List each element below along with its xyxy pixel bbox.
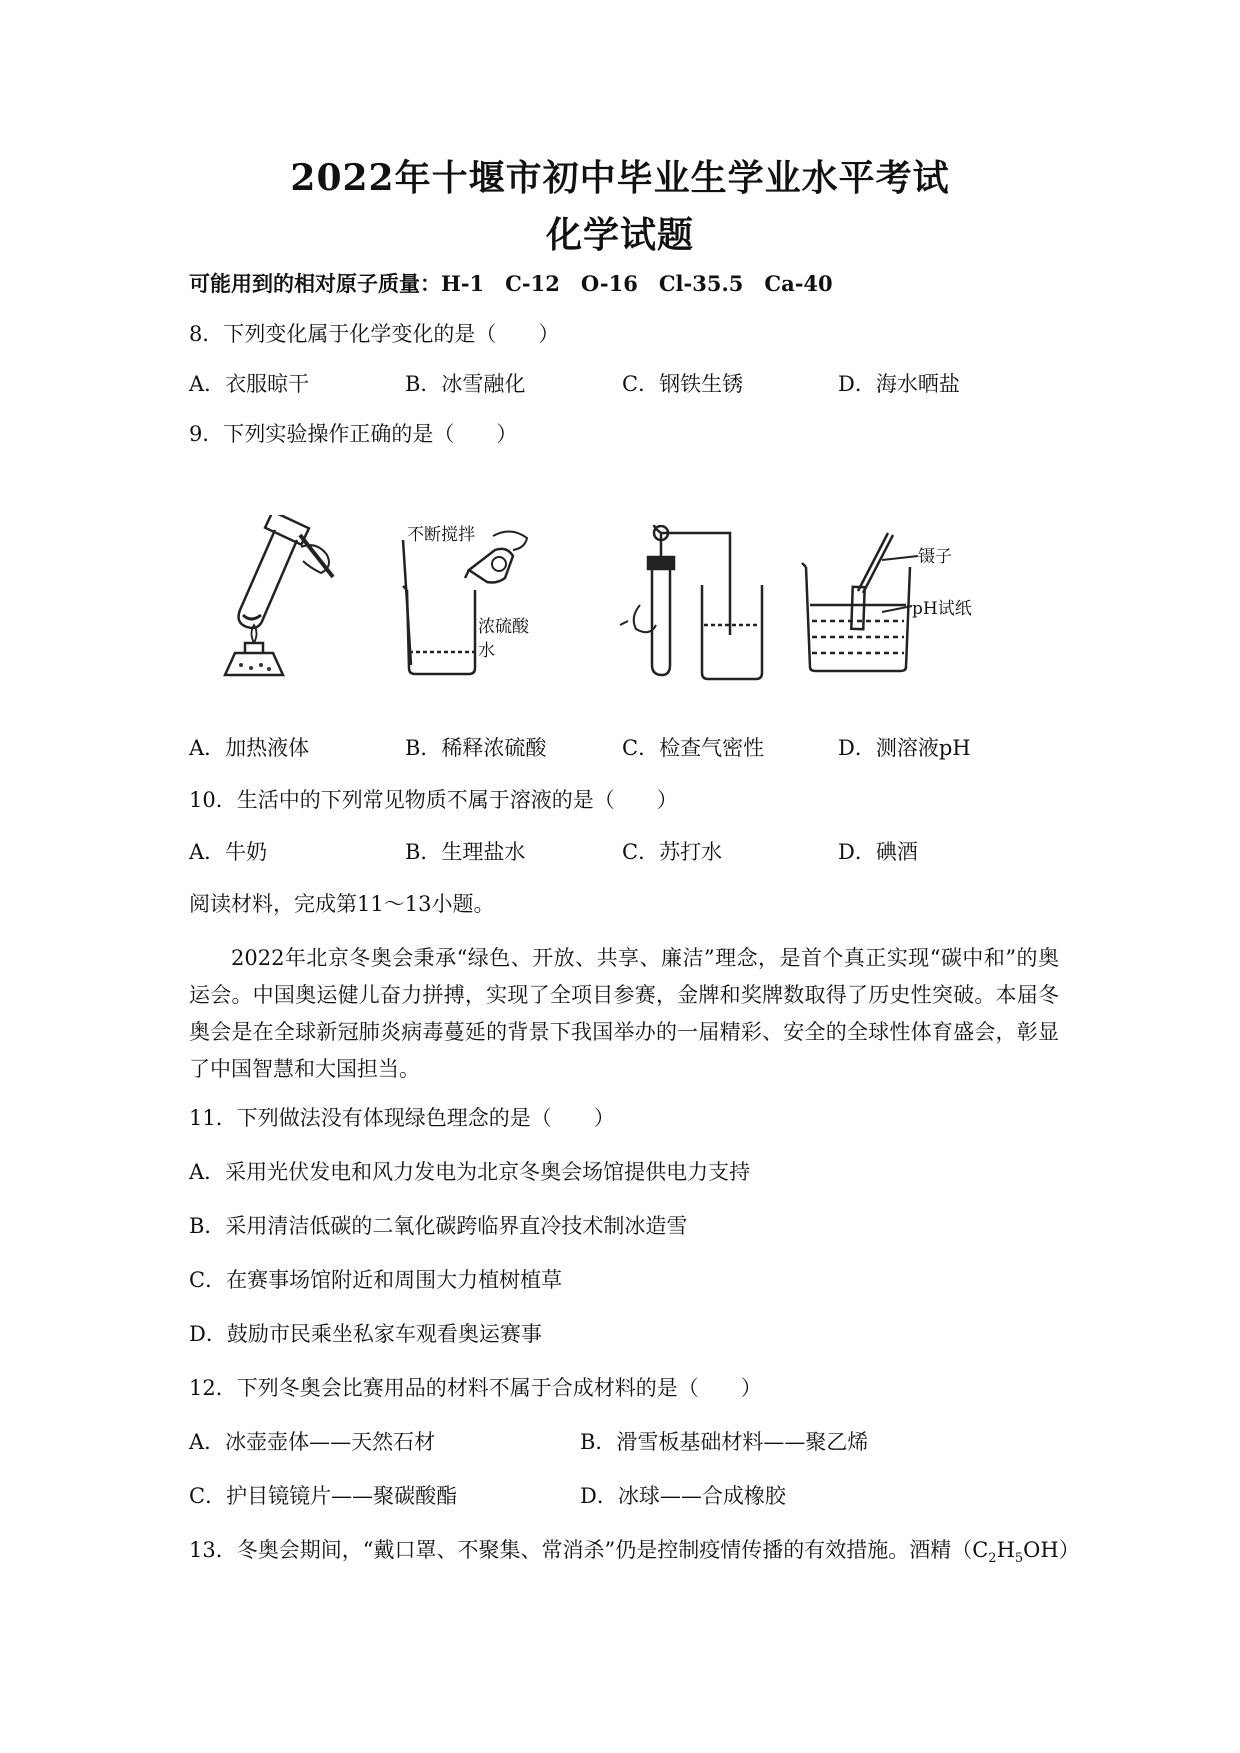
figure-label-water: 水	[478, 641, 495, 661]
formula-oh: OH	[1023, 1538, 1059, 1562]
question-12-option-a: A．冰壶壶体——天然石材	[189, 1430, 436, 1454]
question-9-stem: 9．下列实验操作正确的是（ ）	[189, 422, 518, 446]
reading-intro: 阅读材料，完成第11～13小题。	[189, 892, 495, 916]
reading-passage: 2022年北京冬奥会秉承“绿色、开放、共享、廉洁”理念，是首个真正实现“碳中和”的奥运会。中国奥运健儿奋力拼搏，实现了全项目参赛，金牌和奖牌数取得了历史性突破。本届冬奥会是在全球新冠肺炎病毒蔓延的背景下我国举办的一届精彩、安全的全球性体育盛会，彰显了中国智慧和大国担当。	[189, 946, 1059, 1081]
question-8-stem: 8．下列变化属于化学变化的是（ ）	[189, 322, 560, 346]
question-12-option-d: D．冰球——合成橡胶	[580, 1484, 786, 1508]
question-11-option-a: A．采用光伏发电和风力发电为北京冬奥会场馆提供电力支持	[189, 1160, 751, 1184]
question-9-option-a: A．加热液体	[189, 736, 310, 760]
question-12-option-b: B．滑雪板基础材料——聚乙烯	[580, 1430, 869, 1454]
question-9-option-d: D．测溶液pH	[838, 736, 971, 760]
question-13-stem-suffix: ）	[1058, 1538, 1080, 1562]
ethanol-formula	[972, 1538, 1059, 1567]
question-11-option-b: B．采用清洁低碳的二氧化碳跨临界直冷技术制冰造雪	[189, 1214, 688, 1238]
formula-h-subscript: 5	[1014, 1551, 1024, 1567]
question-11-stem: 11．下列做法没有体现绿色理念的是（ ）	[189, 1106, 615, 1130]
question-8-option-c: C．钢铁生锈	[622, 372, 744, 396]
atomic-masses-line: 可能用到的相对原子质量：H-1 C-12 O-16 Cl-35.5 Ca-40	[189, 271, 833, 296]
figure-heating-liquid	[205, 515, 345, 680]
question-11-option-d: D．鼓励市民乘坐私家车观看奥运赛事	[189, 1322, 542, 1346]
question-13-stem-prefix: 13．冬奥会期间，“戴口罩、不聚集、常消杀”仍是控制疫情传播的有效措施。酒精（	[189, 1538, 973, 1562]
question-10-stem: 10．生活中的下列常见物质不属于溶液的是（ ）	[189, 788, 678, 812]
question-8-option-d: D．海水晒盐	[838, 372, 960, 396]
question-12-stem: 12．下列冬奥会比赛用品的材料不属于合成材料的是（ ）	[189, 1376, 762, 1400]
question-9-option-b: B．稀释浓硫酸	[405, 736, 547, 760]
formula-h: H	[996, 1538, 1015, 1562]
figure-label-ph-paper: pH试纸	[912, 599, 972, 619]
figure-air-tightness	[610, 525, 770, 685]
question-13-stem	[189, 1534, 1080, 1566]
formula-c-subscript: 2	[988, 1551, 997, 1567]
question-8-option-b: B．冰雪融化	[405, 372, 526, 396]
question-8-option-a: A．衣服晾干	[189, 372, 310, 396]
exam-subtitle: 化学试题	[545, 214, 694, 256]
question-9-option-c: C．检查气密性	[622, 736, 765, 760]
question-12-option-c: C．护目镜镜片——聚碳酸酯	[189, 1484, 458, 1508]
figure-label-tweezers: 镊子	[918, 547, 952, 567]
figure-label-acid: 浓硫酸	[478, 617, 529, 637]
question-10-option-d: D．碘酒	[838, 840, 918, 864]
question-11-option-c: C．在赛事场馆附近和周围大力植树植草	[189, 1268, 563, 1292]
exam-title: 2022年十堰市初中毕业生学业水平考试	[290, 157, 950, 199]
question-10-option-c: C．苏打水	[622, 840, 723, 864]
figure-d-leader-lines	[880, 548, 920, 618]
figure-label-stir: 不断搅拌	[407, 525, 475, 545]
question-10-option-a: A．牛奶	[189, 840, 268, 864]
question-10-option-b: B．生理盐水	[405, 840, 526, 864]
formula-c: C	[972, 1538, 989, 1562]
